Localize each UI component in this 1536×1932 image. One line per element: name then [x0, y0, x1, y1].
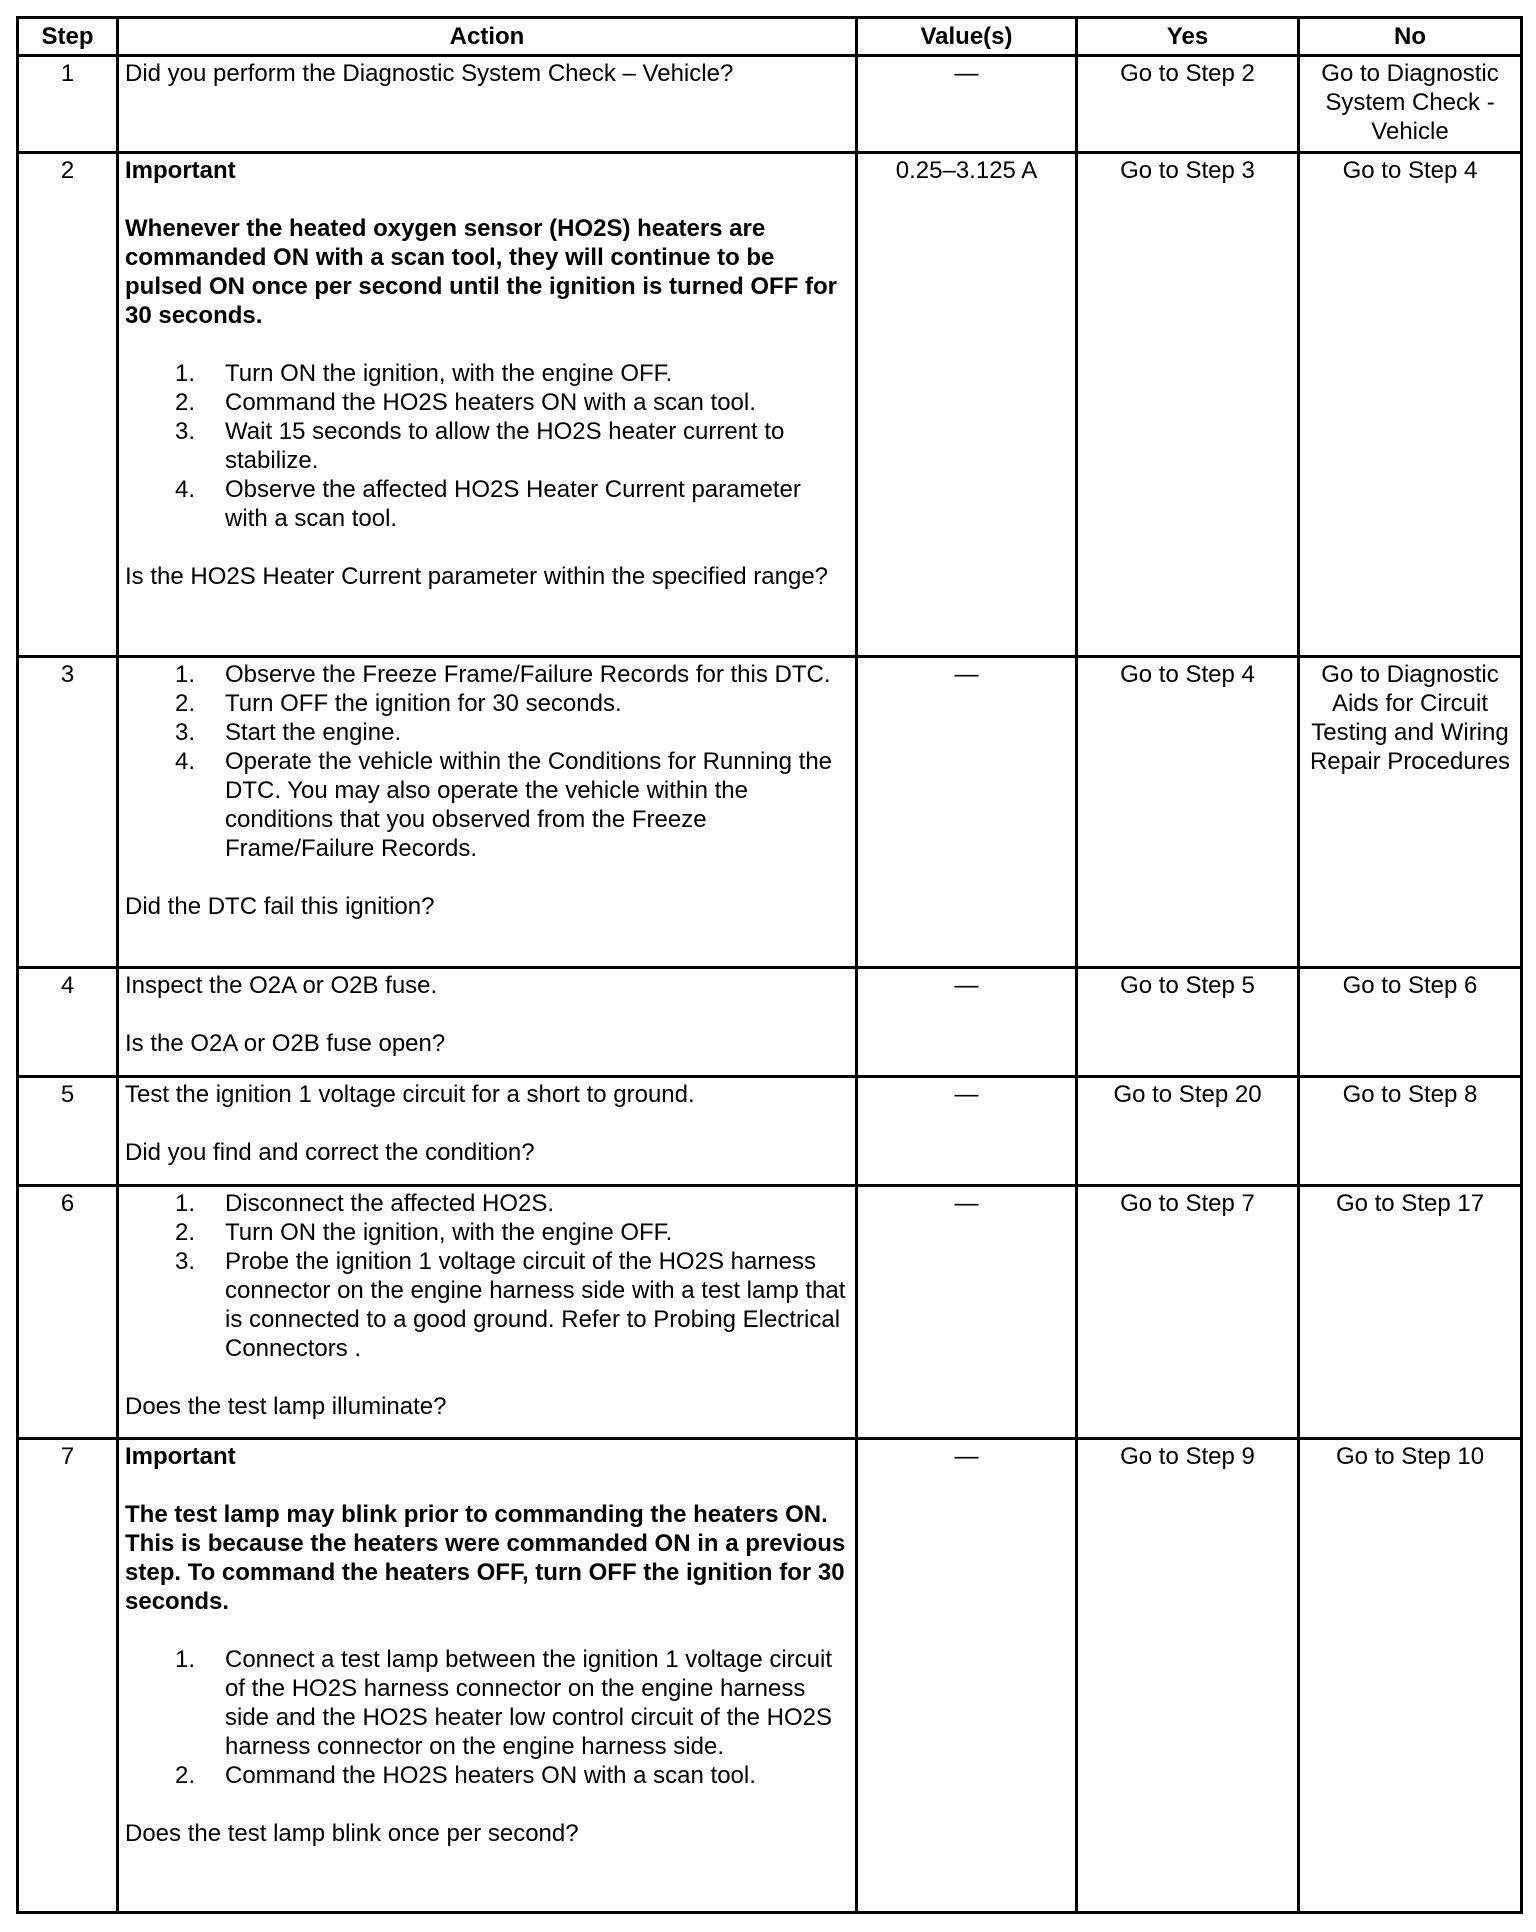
list-item: 2. Turn ON the ignition, with the engine OFF. [175, 1219, 673, 1246]
value-cell: — [857, 1439, 1077, 1913]
procedure-list [125, 1645, 849, 1790]
step-number: 5 [18, 1077, 118, 1186]
list-item: 3. Start the engine. [175, 719, 402, 746]
action-question: Does the test lamp illuminate? [125, 1393, 447, 1420]
yes-cell: Go to Step 3 [1077, 153, 1299, 657]
table-row-step-1 [18, 56, 1522, 153]
list-item: 1. Observe the Freeze Frame/Failure Records for this DTC. [175, 661, 831, 688]
value-cell: — [857, 657, 1077, 968]
important-text: The test lamp may blink prior to commanding the heaters ON. This is because the heaters were commanded ON in a previous step. To command the heaters OFF, turn OFF the ignition for 30 seconds. [125, 1501, 846, 1615]
value-cell: — [857, 1077, 1077, 1186]
table-row-step-7 [18, 1439, 1522, 1913]
step-number: 2 [18, 153, 118, 657]
no-cell: Go to Step 10 [1299, 1439, 1522, 1913]
value-cell: — [857, 56, 1077, 153]
procedure-list [125, 660, 849, 863]
header-row [18, 18, 1522, 56]
no-cell: Go to Step 17 [1299, 1186, 1522, 1439]
step-number: 3 [18, 657, 118, 968]
table-row-step-5 [18, 1077, 1522, 1186]
action-question: Did you perform the Diagnostic System Check – Vehicle? [125, 60, 734, 87]
action-cell [118, 1439, 857, 1913]
important-title: Important [125, 1443, 236, 1470]
list-item: 2. Command the HO2S heaters ON with a scan tool. [175, 1762, 756, 1789]
no-cell: Go to Diagnostic Aids for Circuit Testing and Wiring Repair Procedures [1299, 657, 1522, 968]
list-item: 1. Disconnect the affected HO2S. [175, 1190, 555, 1217]
list-item: 2. Turn OFF the ignition for 30 seconds. [175, 690, 622, 717]
action-cell [118, 56, 857, 153]
yes-cell: Go to Step 2 [1077, 56, 1299, 153]
procedure-list [125, 1189, 849, 1363]
yes-cell: Go to Step 20 [1077, 1077, 1299, 1186]
step-number: 4 [18, 968, 118, 1077]
list-item: 3. Probe the ignition 1 voltage circuit of the HO2S harness connector on the engine harness side with a test lamp that is connected to a good ground. Refer to Probing Electrical Connectors . [175, 1248, 846, 1362]
step-number: 7 [18, 1439, 118, 1913]
step-number: 6 [18, 1186, 118, 1439]
no-cell: Go to Step 6 [1299, 968, 1522, 1077]
step-number: 1 [18, 56, 118, 153]
action-cell [118, 968, 857, 1077]
list-item: 2. Command the HO2S heaters ON with a scan tool. [175, 389, 756, 416]
no-cell: Go to Step 8 [1299, 1077, 1522, 1186]
action-question: Did you find and correct the condition? [125, 1139, 535, 1166]
header-step: Step [18, 18, 118, 56]
table-row-step-4 [18, 968, 1522, 1077]
header-values: Value(s) [857, 18, 1077, 56]
action-cell [118, 1186, 857, 1439]
action-cell [118, 153, 857, 657]
action-text: Inspect the O2A or O2B fuse. [125, 972, 438, 999]
important-text: Whenever the heated oxygen sensor (HO2S) heaters are commanded ON with a scan tool, they will continue to be pulsed ON once per second until the ignition is turned OFF for 30 seconds. [125, 215, 838, 329]
table-row-step-6 [18, 1186, 1522, 1439]
action-question: Is the O2A or O2B fuse open? [125, 1030, 446, 1057]
header-action: Action [118, 18, 857, 56]
yes-cell: Go to Step 7 [1077, 1186, 1299, 1439]
value-cell: 0.25–3.125 A [857, 153, 1077, 657]
action-cell [118, 657, 857, 968]
list-item: 3. Wait 15 seconds to allow the HO2S heater current to stabilize. [175, 418, 785, 474]
yes-cell: Go to Step 5 [1077, 968, 1299, 1077]
action-text: Test the ignition 1 voltage circuit for a short to ground. [125, 1081, 695, 1108]
no-cell: Go to Step 4 [1299, 153, 1522, 657]
procedure-list [125, 359, 849, 533]
list-item: 1. Connect a test lamp between the ignition 1 voltage circuit of the HO2S harness connector on the engine harness side and the HO2S heater low control circuit of the HO2S harness connector on the engine harness side. [175, 1646, 833, 1760]
list-item: 4. Operate the vehicle within the Conditions for Running the DTC. You may also operate the vehicle within the conditions that you observed from the Freeze Frame/Failure Records. [175, 748, 833, 862]
yes-cell: Go to Step 9 [1077, 1439, 1299, 1913]
value-cell: — [857, 968, 1077, 1077]
action-question: Does the test lamp blink once per second? [125, 1820, 579, 1847]
diagnostic-table [16, 16, 1523, 1914]
diagnostic-table-page [16, 16, 1520, 1914]
no-cell: Go to Diagnostic System Check - Vehicle [1299, 56, 1522, 153]
action-question: Did the DTC fail this ignition? [125, 893, 435, 920]
list-item: 4. Observe the affected HO2S Heater Current parameter with a scan tool. [175, 476, 801, 532]
table-row-step-2 [18, 153, 1522, 657]
header-no: No [1299, 18, 1522, 56]
action-cell [118, 1077, 857, 1186]
table-row-step-3 [18, 657, 1522, 968]
action-question: Is the HO2S Heater Current parameter within the specified range? [125, 563, 829, 590]
value-cell: — [857, 1186, 1077, 1439]
yes-cell: Go to Step 4 [1077, 657, 1299, 968]
list-item: 1. Turn ON the ignition, with the engine OFF. [175, 360, 673, 387]
header-yes: Yes [1077, 18, 1299, 56]
important-title: Important [125, 157, 236, 184]
